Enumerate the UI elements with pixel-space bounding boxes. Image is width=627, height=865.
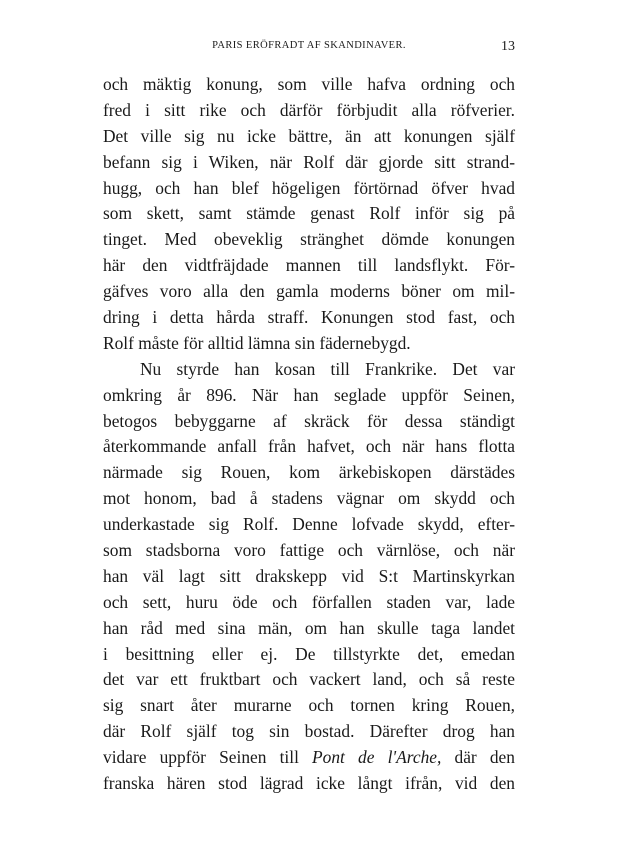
text-fragment: där den <box>454 747 515 768</box>
italic-place-name: Pont de l'Arche, <box>312 747 442 768</box>
text-line: han väl lagt sitt drakskepp vid S:t Martinskyrkan <box>103 565 515 586</box>
text-line: närmade sig Rouen, kom ärkebiskopen därstädes <box>103 462 515 483</box>
text-line: hugg, och han blef högeligen förtörnad öfver hvad <box>103 177 515 198</box>
body-text <box>103 72 515 797</box>
text-line: här den vidtfräjdade mannen till landsflykt. För- <box>103 255 515 276</box>
page-number: 13 <box>501 39 515 54</box>
text-line: befann sig i Wiken, när Rolf där gjorde sitt strand- <box>103 151 515 172</box>
text-line: som stadsborna voro fattige och värnlöse, och när <box>103 540 515 561</box>
text-line: fred i sitt rike och därför förbjudit alla röfverier. <box>103 99 515 120</box>
text-line: underkastade sig Rolf. Denne lofvade skydd, efter- <box>103 514 515 535</box>
running-title: PARIS ERÖFRADT AF SKANDINAVER. <box>212 40 406 51</box>
text-line: mot honom, bad å stadens vägnar om skydd och <box>103 488 515 509</box>
text-line: som skett, samt stämde genast Rolf inför sig på <box>103 203 515 224</box>
text-line: Rolf måste för alltid lämna sin fädernebygd. <box>103 332 411 353</box>
text-line: i besittning eller ej. De tillstyrkte det, emedan <box>103 643 515 664</box>
text-line: tinget. Med obeveklig stränghet dömde konungen <box>103 229 515 250</box>
text-line: det var ett fruktbart och vackert land, och så reste <box>103 669 515 690</box>
text-line: där Rolf själf tog sin bostad. Därefter drog han <box>103 721 515 742</box>
text-line: han råd med sina män, om han skulle taga landet <box>103 617 515 638</box>
text-line: gäfves voro alla den gamla moderns böner om mil- <box>103 281 515 302</box>
text-fragment: vidare uppför Seinen till <box>103 747 299 768</box>
text-line: omkring år 896. När han seglade uppför Seinen, <box>103 384 515 405</box>
text-line: Det ville sig nu icke bättre, än att konungen själf <box>103 125 515 146</box>
text-line-with-italic <box>103 745 515 771</box>
text-line: Nu styrde han kosan till Frankrike. Det var <box>140 358 515 379</box>
running-header <box>103 40 515 60</box>
text-line: sig snart åter murarne och tornen kring Rouen, <box>103 695 515 716</box>
text-line: och sett, huru öde och förfallen staden var, lade <box>103 591 515 612</box>
text-line: franska hären stod lägrad icke långt ifrån, vid den <box>103 773 515 794</box>
text-line: betogos bebyggarne af skräck för dessa ständigt <box>103 410 515 431</box>
text-line: dring i detta hårda straff. Konungen stod fast, och <box>103 307 515 328</box>
text-line: och mäktig konung, som ville hafva ordning och <box>103 74 515 94</box>
text-line: återkommande anfall från hafvet, och när hans flotta <box>103 436 515 457</box>
